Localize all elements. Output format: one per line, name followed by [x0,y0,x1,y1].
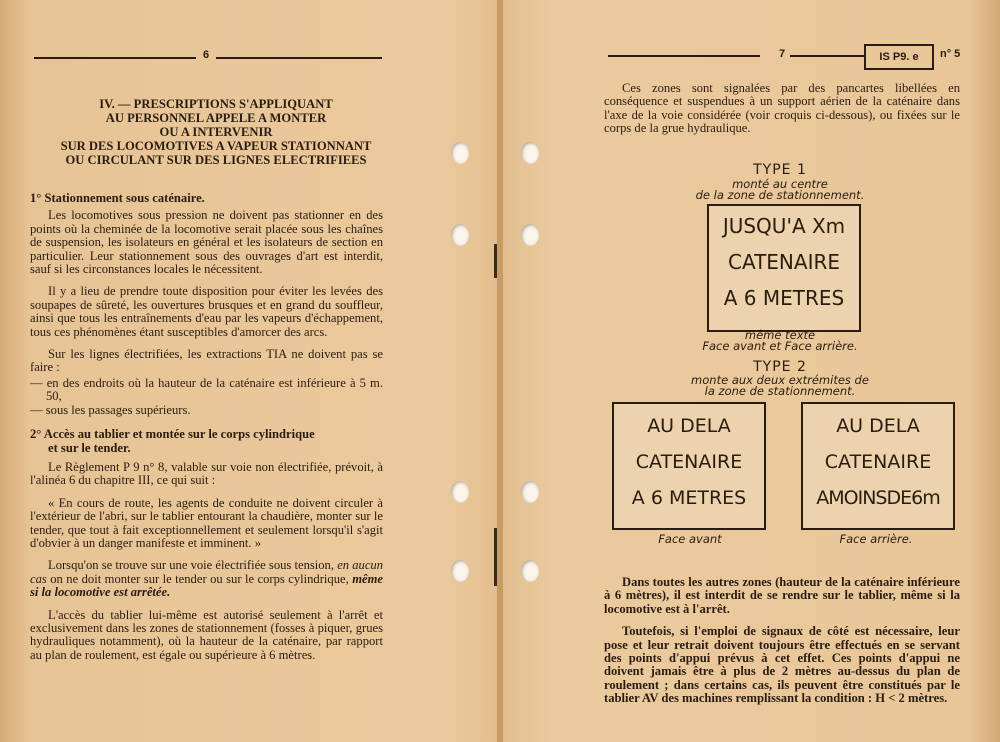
binder-hole [521,224,539,246]
type-2-back-sign [801,402,955,530]
sign-line: CATENAIRE [727,250,841,274]
paragraph: L'accès du tablier lui-même est autorisé seulement à l'arrêt et exclusivement dans les zones de stationnement (fosses à piquer, grues hydrauliques notamment), où la hauteur de la caténaire, par rapport au plan de roulement, est égale ou supérieure à 6 mètres. [30,607,383,662]
section-2-title-line: 2° Accès au tablier et montée sur le corps cylindrique [30,427,315,442]
type-1-sign [707,204,861,332]
type-2-caption [660,375,900,397]
staple [494,244,497,278]
heading-line: OU CIRCULANT SUR DES LIGNES ELECTRIFIEES [65,153,367,167]
section-heading [36,97,396,167]
binder-hole [521,481,539,503]
paragraph: Dans toutes les autres zones (hauteur de la caténaire inférieure à 6 mètres), il est interdit de se rendre sur le tablier, même si la locomotive est à l'arrêt. [604,575,960,616]
paragraph: Sur les lignes électrifiées, les extractions TIA ne doivent pas se faire : [30,347,383,375]
face-avant-label: Face avant [658,532,722,546]
paragraph: Les locomotives sous pression ne doivent pas stationner en des points où la cheminée de la locomotive serait placée sous les chaînes de suspension, les isolateurs en général et les isolateurs de section en particulier. Leur stationnement sous des ouvrages d'art est interdit, sauf si les circonstances locales le nécessitent. [30,208,383,277]
quote-paragraph: « En cours de route, les agents de conduite ne doivent circuler à l'extérieur de l'abri, sur le tablier entourant la chaudière, monter sur le tender, que tout à fait exceptionnellement et seulement lorsqu'il s'agit d'obvier à un danger manifeste et imminent. » [30,495,383,550]
text-span: Lorsqu'on se trouve sur une voie électrifiée sous tension, [48,558,335,573]
sign-line: JUSQU'A Xm [722,214,846,238]
paragraph: Ces zones sont signalées par des pancartes libellées en conséquence et suspendues à un support aérien de la caténaire dans l'axe de la voie considérée (voir croquis ci-dessous), ou fixées sur le corps de la grue hydraulique. [604,81,960,136]
note-line: même texte [744,328,816,342]
caption-line: monté au centre [732,177,828,191]
emphasis: même si la locomotive est arrêtée. [30,571,383,600]
right-intro [604,82,960,145]
binder-hole [521,142,539,164]
binder-hole [451,560,469,582]
caption-line: la zone de stationnement. [704,384,856,398]
caption-line: de la zone de stationnement. [695,188,865,202]
sign-line: A 6 METRES [723,286,845,310]
page-number-right: 7 [779,48,786,60]
binder-hole [451,481,469,503]
heading-line: OU A INTERVENIR [159,125,273,139]
binder-hole [521,560,539,582]
reference-number: n° 5 [940,48,961,60]
heading-line: IV. — PRESCRIPTIONS S'APPLIQUANT [99,97,333,111]
header-rule-right-a [608,55,760,57]
type-2-front-sign [612,402,766,530]
list-item: — sous les passages supérieurs. [30,402,191,417]
section-2-title-line: et sur le tender. [48,440,131,455]
header-rule-left-b [216,57,382,59]
caption-line: monte aux deux extrémites de [691,373,869,387]
emphasis: en aucun cas [30,558,384,586]
paragraph [30,559,383,599]
list-item: — en des endroits où la hauteur de la caténaire est inférieure à 5 m. 50, [30,375,383,404]
heading-line: SUR DES LOCOMOTIVES A VAPEUR STATIONNANT [60,139,372,153]
note-line: Face avant et Face arrière. [702,339,858,353]
sign-line: AU DELA [836,415,920,437]
right-body [604,576,960,715]
paragraph: Le Règlement P 9 n° 8, valable sur voie non électrifiée, prévoit, à l'alinéa 6 du chapitre III, ce qui suit : [30,459,383,488]
sign-line: AU DELA [647,415,731,437]
sign-line: A 6 METRES [631,487,747,509]
section-2-title [30,428,383,455]
staple [494,528,497,586]
paragraph: Il y a lieu de prendre toute disposition pour éviter les levées des soupapes de sûreté, les ouvertures brusques et en grand du souffleur, ainsi que tous les entraînements d'eau par les vapeurs d'échappement, tous ces phénomènes étant susceptibles d'amorcer des arcs. [30,284,383,339]
type-2-label: TYPE 2 [753,359,807,375]
type-1-label: TYPE 1 [753,162,807,178]
face-arriere-label: Face arrière. [839,532,913,546]
paragraph: Toutefois, si l'emploi de signaux de côté est nécessaire, leur pose et leur retrait doivent toujours être effectués en se servant des points d'appui prévus à cet effet. Ces points d'appui ne doivent jamais être à plus de 2 mètres au-dessus du plan de roulement ; dans certains cas, ils peuvent être constitués par le tablier AV des machines remplissant la condition : H < 2 mètres. [604,624,960,706]
page-number-left: 6 [203,49,210,61]
heading-line: AU PERSONNEL APPELE A MONTER [105,111,327,125]
section-1-title: 1° Stationnement sous caténaire. [30,191,205,205]
binder-hole [451,142,469,164]
sign-line: AMOINSDE6m [816,487,940,509]
binder-hole [451,224,469,246]
binding-gutter [497,0,503,742]
left-body [30,192,383,671]
sign-line: CATENAIRE [824,451,932,473]
type-1-note [680,330,880,352]
type-1-caption [660,179,900,201]
sign-line: CATENAIRE [635,451,743,473]
reference-box: IS P9. e [864,44,934,70]
header-rule-right-b [790,55,864,57]
header-rule-left-a [34,57,196,59]
text-span: on ne doit monter sur le tender ou sur le corps cylindrique, [50,571,349,586]
